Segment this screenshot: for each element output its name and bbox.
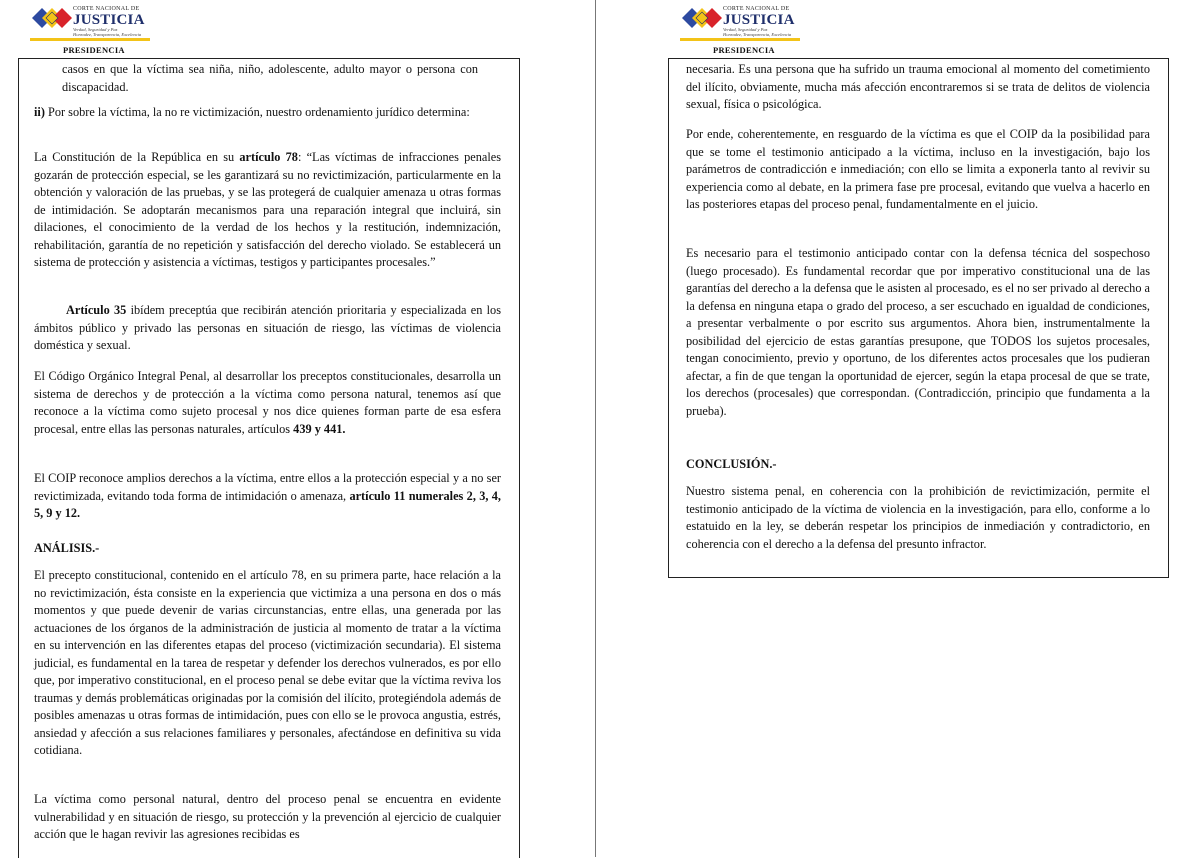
- article-ref: artículo 11 numerales 2, 3, 4, 5, 9 y 12.: [34, 488, 501, 520]
- header-gold-bar: [30, 38, 150, 41]
- paragraph: necesaria. Es una persona que ha sufrido un trauma emocional al momento del cometimiento del ilícito, obviamente, mucha más afección encontraremos si se trata de delitos de violencia sexual, física o psicológica.: [686, 62, 1150, 111]
- document-page-left: [0, 0, 596, 857]
- article-ref: artículo 78: [239, 150, 298, 164]
- paragraph-marker: ii): [34, 105, 45, 119]
- department-label: PRESIDENCIA: [63, 45, 125, 55]
- article-ref: Artículo 35: [66, 303, 127, 317]
- document-page-right: [597, 0, 1193, 857]
- court-logo-icon: [30, 5, 74, 31]
- section-heading: CONCLUSIÓN.-: [686, 457, 777, 471]
- logo-small-text: CORTE NACIONAL DE: [73, 6, 140, 12]
- paragraph: [34, 104, 501, 122]
- paragraph-text: El Código Orgánico Integral Penal, al desarrollar los preceptos constitucionales, desarrolla un sistema de derechos y de protección a la víctima como persona natural, tenemos así que reconoce a la víctima como sujeto procesal y nos dice quienes forman parte de esa esfera procesal, entre ellas las personas naturales, artículos: [34, 369, 501, 436]
- text-frame-left: [18, 58, 520, 858]
- paragraph: Por ende, coherentemente, en resguardo de la víctima es que el COIP da la posibilidad para que se tome el testimonio anticipado a la víctima, incluso en la investigación, bajo los parámetros de contradicción e inmediación; con ello se limita a exponerla tanto al revivir su experiencia como al debate, en la primera fase pre procesal, evitando que vuelva a hacerlo en las posteriores etapas del proceso penal, fundamentalmente en el juicio.: [686, 127, 1150, 211]
- paragraph: El precepto constitucional, contenido en el artículo 78, en su primera parte, hace relación a la no revictimización, ésta consiste en la experiencia que victimiza a una persona en dos o más momentos y que puede devenir de varias circunstancias, entre ellas, una generada por las actuaciones de los órganos de la administración de justicia al momento de tratar a la víctima en su intervención en las diferentes etapas del proceso (victimización secundaria). El sistema judicial, es fundamental en la tarea de respetar y defender los derechos vulnerados, es por ello que, por imperativo constitucional, en el proceso penal se debe evitar que la víctima reviva los traumas y demás problemáticas originadas por la comisión del ilícito, protegiéndola además de posibles amenazas u otras formas de intimidación, pues con ello se le provoca angustia, estrés, ansiedad y afección a sus relaciones familiares y personales, afectándose en definitiva su vida cotidiana.: [34, 568, 501, 757]
- quote-text: : “Las víctimas de infracciones penales gozarán de protección especial, se les garantizará su no revictimización, particularmente en la obtención y valoración de las pruebas, y se las protegerá de cualquier amenaza u otras formas de intimidación. Se adoptarán mecanismos para una reparación integral que incluirá, sin dilaciones, el conocimiento de la verdad de los hechos y la restitución, indemnización, rehabilitación, garantía de no repetición y satisfacción del derecho violado. Se establecerá un sistema de protección y asistencia a víctimas, testigos y participantes procesales.”: [34, 150, 502, 269]
- paragraph: [34, 302, 501, 355]
- logo-motto-1: Verdad, Seguridad y Paz: [723, 27, 768, 32]
- page-header: [597, 0, 797, 58]
- paragraph-text: La Constitución de la República en su: [34, 150, 235, 164]
- section-heading: ANÁLISIS.-: [34, 541, 100, 555]
- logo-title: JUSTICIA: [723, 12, 795, 28]
- paragraph-text: ibídem preceptúa que recibirán atención prioritaria y especializada en los ámbitos público y privado las personas en situación de riesgo, las víctimas de violencia doméstica y sexual.: [34, 303, 501, 352]
- paragraph-text: Por sobre la víctima, la no re victimización, nuestro ordenamiento jurídico determina:: [48, 105, 470, 119]
- paragraph: La víctima como personal natural, dentro del proceso penal se encuentra en evidente vulnerabilidad y en situación de riesgo, su protección y la prevención al ejercicio de cualquier acción que le hagan revivir las agresiones recibidas es: [34, 792, 501, 841]
- article-ref: 439 y 441.: [293, 421, 346, 436]
- paragraph: Nuestro sistema penal, en coherencia con la prohibición de revictimización, permite el testimonio anticipado de la víctima de violencia en la investigación, para ello, conforme a lo estatuido en la ley, se deberán respetar los principios de inmediación y contradictorio, en coherencia con el derecho a la defensa del presunto infractor.: [686, 484, 1150, 551]
- logo-motto-1: Verdad, Seguridad y Paz: [73, 27, 118, 32]
- department-label: PRESIDENCIA: [713, 45, 775, 55]
- text-frame-right: [668, 58, 1169, 578]
- header-gold-bar: [680, 38, 800, 41]
- court-logo-icon: [680, 5, 724, 31]
- paragraph-text: El COIP reconoce amplios derechos a la víctima, entre ellos a la protección especial y a no ser revictimizada, evitando toda forma de intimidación o amenaza,: [34, 471, 501, 503]
- paragraph: casos en que la víctima sea niña, niño, adolescente, adulto mayor o persona con discapacidad.: [62, 62, 478, 94]
- paragraph: [34, 470, 501, 523]
- logo-motto-2: Honradez, Transparencia, Excelencia: [723, 32, 792, 37]
- paragraph: Es necesario para el testimonio anticipado contar con la defensa técnica del sospechoso (luego procesado). Es fundamental recordar que por imperativo constitucional una de las garantías del derecho a la defensa que le asisten al procesado, es el no ser privado al derecho a la defensa en ninguna etapa o grado del proceso, a ser escuchado en igualdad de condiciones, a presentar verbalmente o por escrito sus argumentos. Ahora bien, instrumentalmente la posibilidad del ejercicio de estas garantías presupone, que TODOS los sujetos procesales, tengan conocimiento, previo y oportuno, de los diferentes actos procesales que los pudieran afectar, a fin de que tengan la oportunidad de ejercer, según la etapa procesal de que se trate, los derechos (procesales) que correspondan. (Contradicción, principio que fundamenta a la prueba).: [686, 246, 1150, 418]
- paragraph: [34, 368, 501, 438]
- logo-motto-2: Honradez, Transparencia, Excelencia: [73, 32, 142, 37]
- logo-text: [73, 6, 145, 37]
- logo-small-text: CORTE NACIONAL DE: [723, 6, 790, 12]
- logo-title: JUSTICIA: [73, 12, 145, 28]
- paragraph: [34, 149, 501, 272]
- page-header: [0, 0, 200, 58]
- logo-text: [723, 6, 795, 37]
